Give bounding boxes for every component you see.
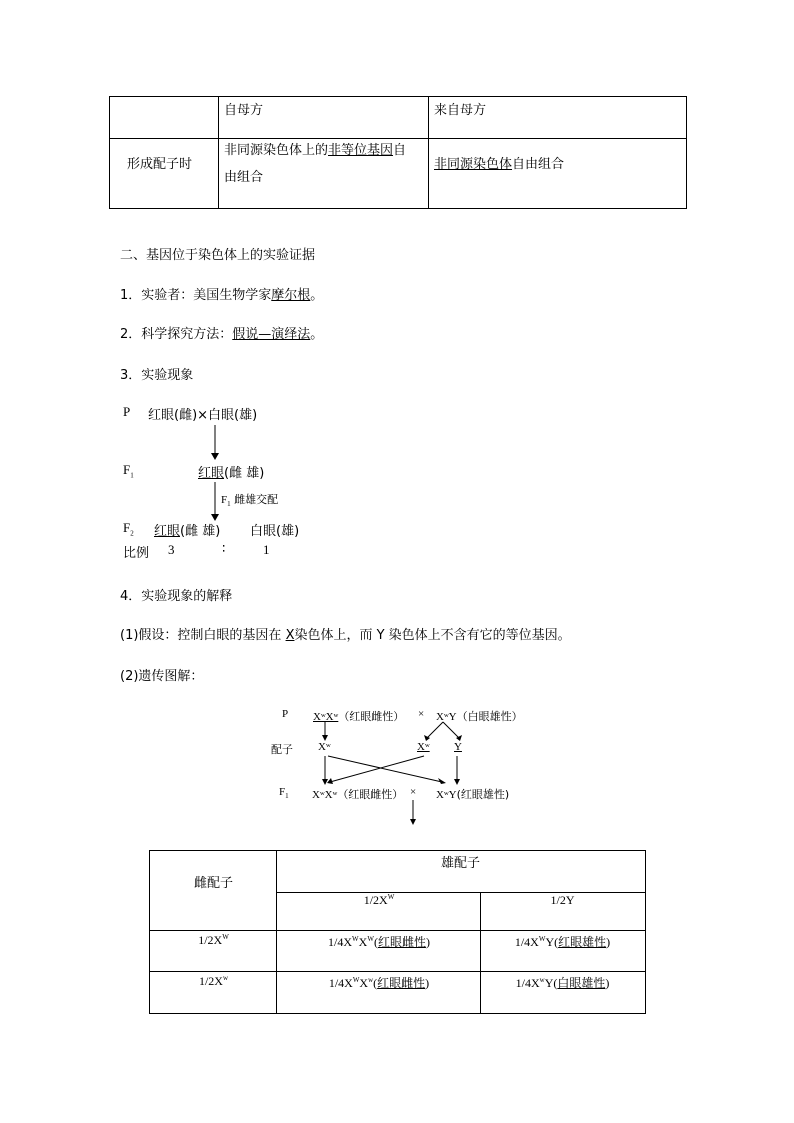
male-gamete-header: 雄配子 — [440, 856, 480, 871]
ratio-label: 比例 — [123, 546, 150, 561]
section-heading: 二、基因位于染色体上的实验证据 — [120, 248, 316, 263]
male-gamete-x: Xʷ — [417, 741, 430, 753]
f2-red-result: 红眼(雌 雄) — [154, 524, 221, 539]
generation-p-label: P — [123, 404, 131, 419]
offspring-cell: $1/4X^WY$(红眼雄性) — [514, 935, 611, 949]
table1-cell: 非同源染色体上的非等位基因自 — [224, 143, 407, 158]
female-gamete-xw-recessive: $1/2X^w$ — [198, 974, 229, 988]
f1-result: 红眼(雌 雄) — [198, 466, 265, 481]
generation-f1-label: $F_1$ — [123, 462, 134, 480]
ratio-left: 3 — [168, 542, 175, 557]
diagram-p-label: P — [282, 708, 289, 720]
table1-cell: 来自母方 — [434, 103, 487, 118]
cross-symbol: × — [418, 708, 425, 720]
table-divider — [150, 930, 645, 931]
male-gamete-x: $1/2X^W$ — [363, 893, 395, 907]
female-gamete-xw-dominant: $1/2X^W$ — [198, 933, 229, 947]
male-gamete-y: 1/2Y — [550, 893, 575, 907]
table1-cell: 自母方 — [224, 103, 264, 118]
table1-row-label: 形成配子时 — [127, 157, 193, 172]
item-method: 2．科学探究方法：假说—演绎法。 — [120, 327, 324, 342]
offspring-cell: $1/4X^WX^w$(红眼雌性) — [328, 976, 430, 990]
table1-cell: 由组合 — [224, 170, 264, 185]
item-experimenter: 1．实验者：美国生物学家摩尔根。 — [120, 288, 324, 303]
item-explanation: 4．实验现象的解释 — [120, 589, 233, 604]
inheritance-chart-label: (2)遗传图解： — [120, 669, 204, 684]
gamete-label: 配子 — [271, 743, 293, 756]
table1-cell: 非同源染色体自由组合 — [434, 157, 565, 172]
ratio-right: 1 — [263, 542, 270, 557]
male-gamete-y: Y — [454, 741, 462, 753]
table-divider — [150, 971, 645, 972]
offspring-male: XʷY(红眼雄性) — [436, 788, 510, 801]
p-cross: 红眼(雌)×白眼(雄) — [148, 408, 258, 423]
ratio-colon: ∶ — [222, 542, 226, 557]
father-genotype: XʷY（白眼雄性） — [436, 710, 523, 723]
f1-mating-note: $F_1$ 雌雄交配 — [221, 493, 279, 509]
diagram-f1-label: $F_1$ — [279, 786, 289, 801]
table-divider — [480, 892, 481, 1013]
mother-genotype: XʷXʷ（红眼雌性） — [313, 710, 405, 723]
female-gamete: Xʷ — [318, 741, 331, 753]
hypothesis: (1)假设：控制白眼的基因在 X染色体上，而 Y 染色体上不含有它的等位基因。 — [120, 628, 571, 643]
offspring-cell: $1/4X^wY$(白眼雄性) — [515, 976, 610, 990]
female-gamete-header: 雌配子 — [193, 876, 233, 891]
offspring-cell: $1/4X^WX^W$(红眼雌性) — [328, 935, 430, 949]
offspring-cross: × — [410, 786, 417, 798]
f2-white-result: 白眼(雄) — [250, 524, 300, 539]
item-phenomenon: 3．实验现象 — [120, 368, 194, 383]
generation-f2-label: $F_2$ — [123, 520, 134, 538]
offspring-female: XʷXʷ（红眼雌性） — [312, 788, 404, 801]
